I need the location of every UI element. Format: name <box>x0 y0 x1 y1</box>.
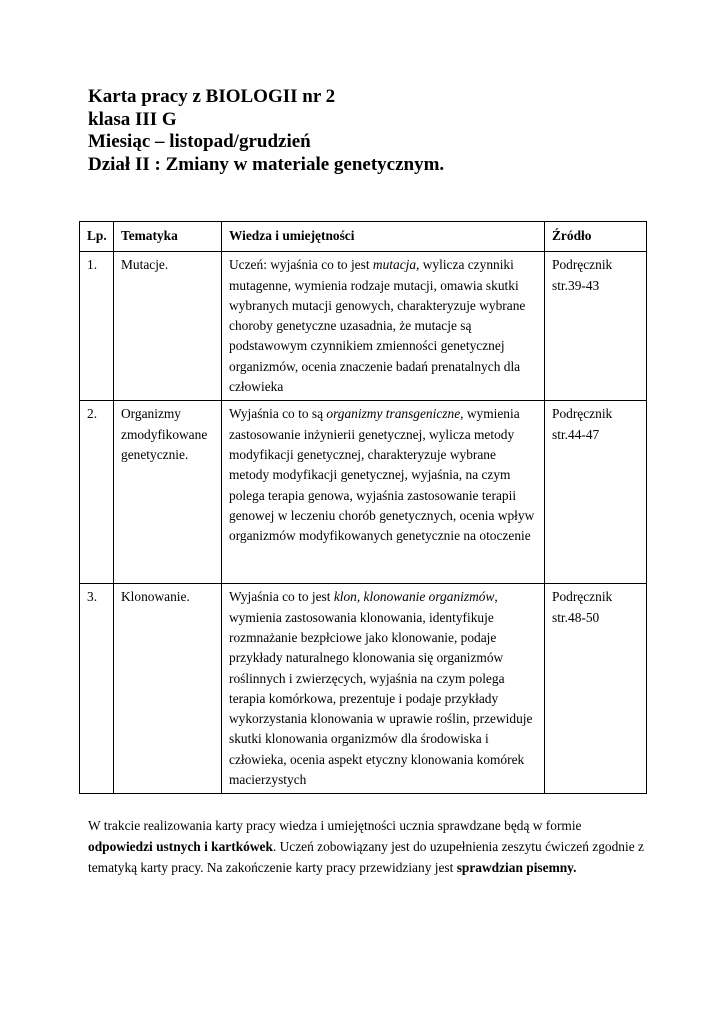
knowledge-text: , wymienia zastosowania klonowania, identyfikuje rozmnażanie bezpłciowe jako klonowanie, podaje przykłady naturalnego klonowania się organizmów roślinnych i zwierzęcych, wyjaśnia na czym polega terapia komórkowa, prezentuje i podaje przykłady wykorzystania klonowania w uprawie roślin, przewiduje skutki klonowania organizmów dla środowiska i człowieka, ocenia aspekt etyczny klonowania komórek macierzystych <box>229 589 533 788</box>
assessment-note <box>88 815 648 878</box>
row-number: 3. <box>80 584 114 794</box>
row-number: 2. <box>80 401 114 584</box>
class-label: klasa III G <box>88 108 177 130</box>
chapter-label: Dział II : Zmiany w materiale genetycznym. <box>88 153 445 175</box>
header-topic: Tematyka <box>114 222 222 252</box>
note-text: . Uczeń zobowiązany jest do uzupełnienia zeszytu ćwiczeń zgodnie z tematyką karty pracy. Na zakończenie karty pracy przewidziany jest <box>88 839 644 875</box>
knowledge-text: wylicza czynniki mutagenne, wymienia rodzaje mutacji, omawia skutki wybranych mutacji genowych, charakteryzuje wybrane choroby genetyczne uzasadnia, że mutacje są podstawowym czynnikiem zmienności genetycznej organizmów, ocenia znaczenie badań prenatalnych dla człowieka <box>229 257 526 395</box>
knowledge-text: Wyjaśnia co to są <box>229 406 327 422</box>
row-knowledge <box>222 584 545 794</box>
row-topic: Klonowanie. <box>114 584 222 794</box>
knowledge-term: klon, klonowanie organizmów <box>333 589 495 605</box>
knowledge-term: mutacja, <box>372 257 420 273</box>
knowledge-text: Wyjaśnia co to jest <box>229 589 334 605</box>
row-source: Podręcznik str.44-47 <box>545 401 647 584</box>
header-lp: Lp. <box>80 222 114 252</box>
knowledge-text: Uczeń: wyjaśnia co to jest <box>229 257 373 273</box>
note-emphasis: odpowiedzi ustnych i kartkówek <box>88 839 273 854</box>
row-number: 1. <box>80 252 114 401</box>
knowledge-term: organizmy transgeniczne <box>326 406 461 422</box>
worksheet-title: Karta pracy z BIOLOGII nr 2 <box>88 86 336 107</box>
row-topic: Mutacje. <box>114 252 222 401</box>
row-source: Podręcznik str.39-43 <box>545 252 647 401</box>
header-knowledge: Wiedza i umiejętności <box>222 222 545 252</box>
table-row <box>80 401 647 584</box>
row-source: Podręcznik str.48-50 <box>545 584 647 794</box>
row-knowledge <box>222 252 545 401</box>
row-topic: Organizmy zmodyfikowane genetycznie. <box>114 401 222 584</box>
header-source: Źródło <box>545 222 647 252</box>
table-row <box>80 584 647 794</box>
topics-table <box>79 221 647 794</box>
knowledge-text: , wymienia zastosowanie inżynierii genetycznej, wylicza metody modyfikacji genetycznej, charakteryzuje wybrane metody modyfikacji genetycznej, wyjaśnia, na czym polega terapia genowa, wyjaśnia zastosowanie terapii genowej w leczeniu chorób genetycznych, ocenia wpływ organizmów modyfikowanych genetycznie na otoczenie <box>229 406 535 544</box>
table-row <box>80 252 647 401</box>
note-emphasis: sprawdzian pisemny. <box>456 860 577 875</box>
table-header-row <box>80 222 647 252</box>
worksheet-header <box>88 86 444 176</box>
note-text: W trakcie realizowania karty pracy wiedza i umiejętności ucznia sprawdzane będą w formie <box>88 818 582 833</box>
row-knowledge <box>222 401 545 584</box>
month-label: Miesiąc – listopad/grudzień <box>88 131 311 152</box>
assessment-paragraph <box>88 815 648 878</box>
